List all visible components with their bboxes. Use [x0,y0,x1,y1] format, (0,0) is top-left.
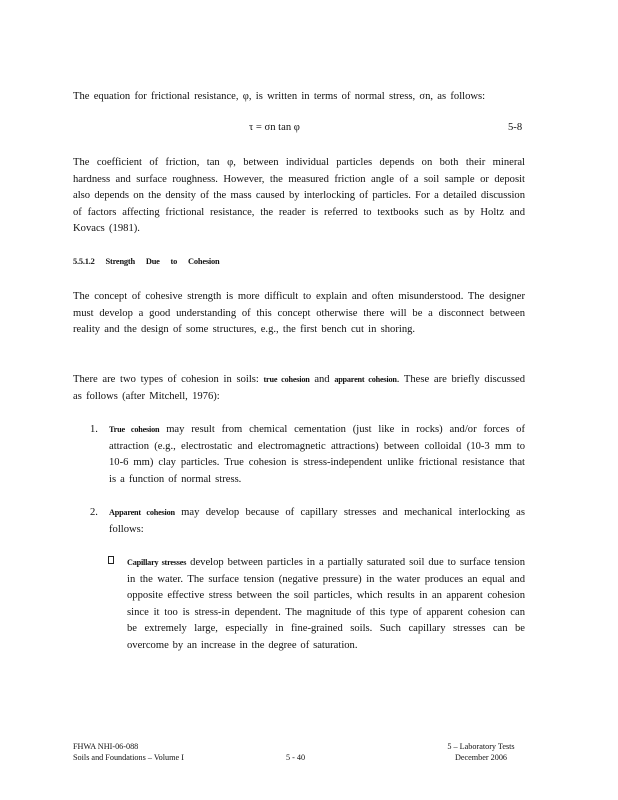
types-intro: There are two types of cohesion in soils: [73,374,259,385]
footer-date: December 2006 [454,753,508,762]
footer-left [73,741,184,763]
footer-chapter: 5 – Laboratory Tests [447,742,515,751]
term-true-cohesion: true cohesion [263,375,310,384]
bullet-box-icon [108,556,114,564]
list-number: 1. [90,424,98,435]
equation-expression: τ = σn tan φ [249,122,300,133]
paragraph-coefficient-of-friction: The coefficient of friction, tan φ, between individual particles depends on both their mineral hardness and surface roughness. However, the measured friction angle of a soil sample or deposit also depends on the density of the mass caused by interlocking of particles. For a detailed discussion of factors affecting frictional resistance, the reader is referred to textbooks such as by Holtz and Kovacs (1981). [73,157,525,235]
equation-number: 5-8 [508,122,523,133]
footer-volume: Soils and Foundations – Volume I [73,753,184,762]
types-outro: . These are briefly discussed as follows (after Mitchell, 1976): [73,374,526,402]
list-term: Apparent cohesion [109,508,175,517]
section-heading: 5.5.1.2 Strength Due to Cohesion [73,257,220,266]
list-text: may develop because of capillary stresses and mechanical interlocking as follows: [109,507,525,535]
footer-report-number: FHWA NHI-06-088 [73,742,139,751]
bullet-text: develop between particles in a partially saturated soil due to surface tension in the water. The surface tension (negative pressure) in the water produces an equal and opposite effective stress between the soil particles, which results in an apparent cohesion since it too is stress-in dependent. The magnitude of this type of apparent cohesion can be extremely large, especially in fine-grained soils. Such capillary stresses can be overcome by an increase in the degree of saturation. [127,557,525,651]
footer-right [441,741,521,763]
list-term: True cohesion [109,425,160,434]
paragraph-types-of-cohesion [73,372,525,405]
paragraph-cohesive-strength: The concept of cohesive strength is more difficult to explain and often misunderstood. The designer must develop a good understanding of this concept otherwise there will be a disconnect between reality and the design of some structures, e.g., the first bench cut in shoring. [73,291,525,336]
list-text: may result from chemical cementation (just like in rocks) and/or forces of attraction (e.g., electrostatic and electromagnetic attractions) between colloidal (10-3 mm to 10-6 mm) clay particles. True cohesion is stress-independent unlike frictional resistance that is a function of normal stress. [109,424,525,485]
paragraph-frictional-resistance: The equation for frictional resistance, φ, is written in terms of normal stress, σn, as follows: [73,91,486,102]
list-number: 2. [90,507,98,518]
footer-page-number: 5 - 40 [286,753,306,762]
bullet-term: Capillary stresses [127,558,187,567]
types-and: and [314,374,330,385]
term-apparent-cohesion: apparent cohesion [334,375,397,384]
